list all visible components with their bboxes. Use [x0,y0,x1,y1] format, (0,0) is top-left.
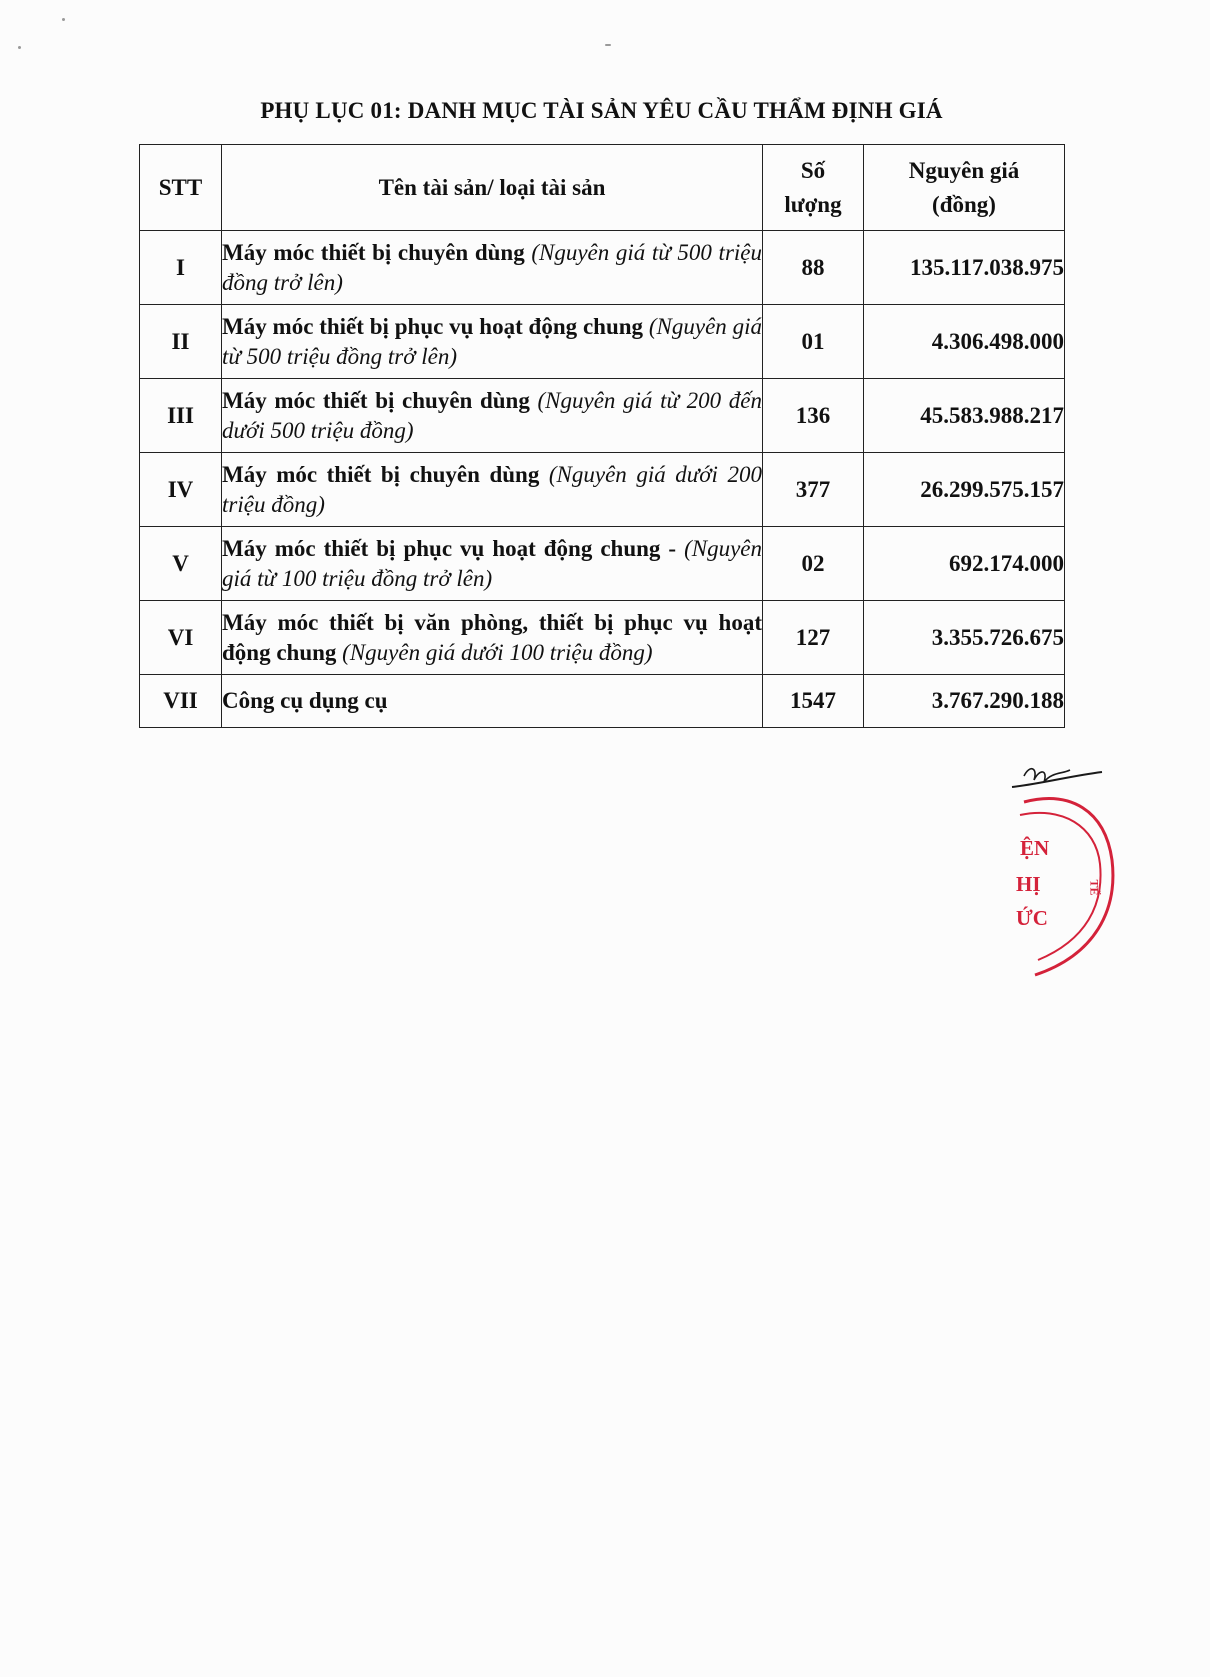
row-quantity: 88 [763,231,864,305]
header-value-line2: (đồng) [932,191,996,217]
row-original-value: 45.583.988.217 [864,379,1065,453]
seal-text-line2: HỊ [1016,872,1041,896]
seal-side-text: TẾ [1087,879,1102,896]
row-quantity: 127 [763,601,864,675]
scan-speck [62,18,65,21]
row-stt: VII [140,675,222,728]
asset-name-text: Máy móc thiết bị văn phòng, thiết bị phục vụ hoạt động chung [222,609,762,665]
row-original-value: 135.117.038.975 [864,231,1065,305]
asset-price-note: (Nguyên giá dưới 100 triệu đồng) [342,639,653,665]
row-stt: III [140,379,222,453]
row-quantity: 02 [763,527,864,601]
asset-price-note: (Nguyên giá từ 200 đến dưới 500 triệu đồng) [222,387,762,443]
asset-name-text: Máy móc thiết bị chuyên dùng [222,239,532,265]
seal-text-line1: ỆN [1020,836,1050,860]
row-original-value: 3.767.290.188 [864,675,1065,728]
row-asset-name [222,305,763,379]
header-quantity-line2: lượng [784,191,842,217]
row-quantity: 01 [763,305,864,379]
row-asset-name [222,231,763,305]
seal-text-line3: ỨC [1016,906,1048,930]
asset-name-text: Máy móc thiết bị chuyên dùng [222,461,549,487]
row-asset-name [222,675,763,728]
asset-name-text: Máy móc thiết bị phục vụ hoạt động chung - [222,535,685,561]
asset-table [139,144,1065,728]
document-title: PHỤ LỤC 01: DANH MỤC TÀI SẢN YÊU CẦU THẨM ĐỊNH GIÁ [260,98,943,123]
row-asset-name [222,379,763,453]
row-original-value: 3.355.726.675 [864,601,1065,675]
scan-speck [605,44,611,46]
asset-price-note: (Nguyên giá từ 500 triệu đồng trở lên) [222,313,762,369]
row-original-value: 4.306.498.000 [864,305,1065,379]
scan-speck [18,46,21,49]
row-stt: II [140,305,222,379]
row-asset-name [222,453,763,527]
table-row [140,305,1065,379]
table-row [140,231,1065,305]
row-original-value: 26.299.575.157 [864,453,1065,527]
row-quantity: 377 [763,453,864,527]
header-quantity [763,145,864,231]
table-row [140,675,1065,728]
row-stt: VI [140,601,222,675]
asset-name-text: Máy móc thiết bị chuyên dùng [222,387,538,413]
header-stt: STT [140,145,222,231]
asset-price-note: (Nguyên giá từ 100 triệu đồng trở lên) [222,535,762,591]
row-stt: V [140,527,222,601]
header-asset-name: Tên tài sản/ loại tài sản [222,145,763,231]
asset-price-note: (Nguyên giá dưới 200 triệu đồng) [222,461,762,517]
table-row [140,527,1065,601]
header-value-line1: Nguyên giá [908,157,1020,183]
asset-name-text: Máy móc thiết bị phục vụ hoạt động chung [222,313,649,339]
table-row [140,453,1065,527]
row-asset-name [222,527,763,601]
row-quantity: 136 [763,379,864,453]
row-stt: I [140,231,222,305]
asset-name-text: Công cụ dụng cụ [222,688,388,713]
row-quantity: 1547 [763,675,864,728]
row-stt: IV [140,453,222,527]
table-row [140,601,1065,675]
page-edge [1210,0,1218,1677]
row-asset-name [222,601,763,675]
header-original-value [864,145,1065,231]
table-row [140,379,1065,453]
row-original-value: 692.174.000 [864,527,1065,601]
table-header-row [140,145,1065,231]
asset-price-note: (Nguyên giá từ 500 triệu đồng trở lên) [222,239,762,295]
header-quantity-line1: Số [800,157,826,183]
official-seal [1000,760,1140,990]
